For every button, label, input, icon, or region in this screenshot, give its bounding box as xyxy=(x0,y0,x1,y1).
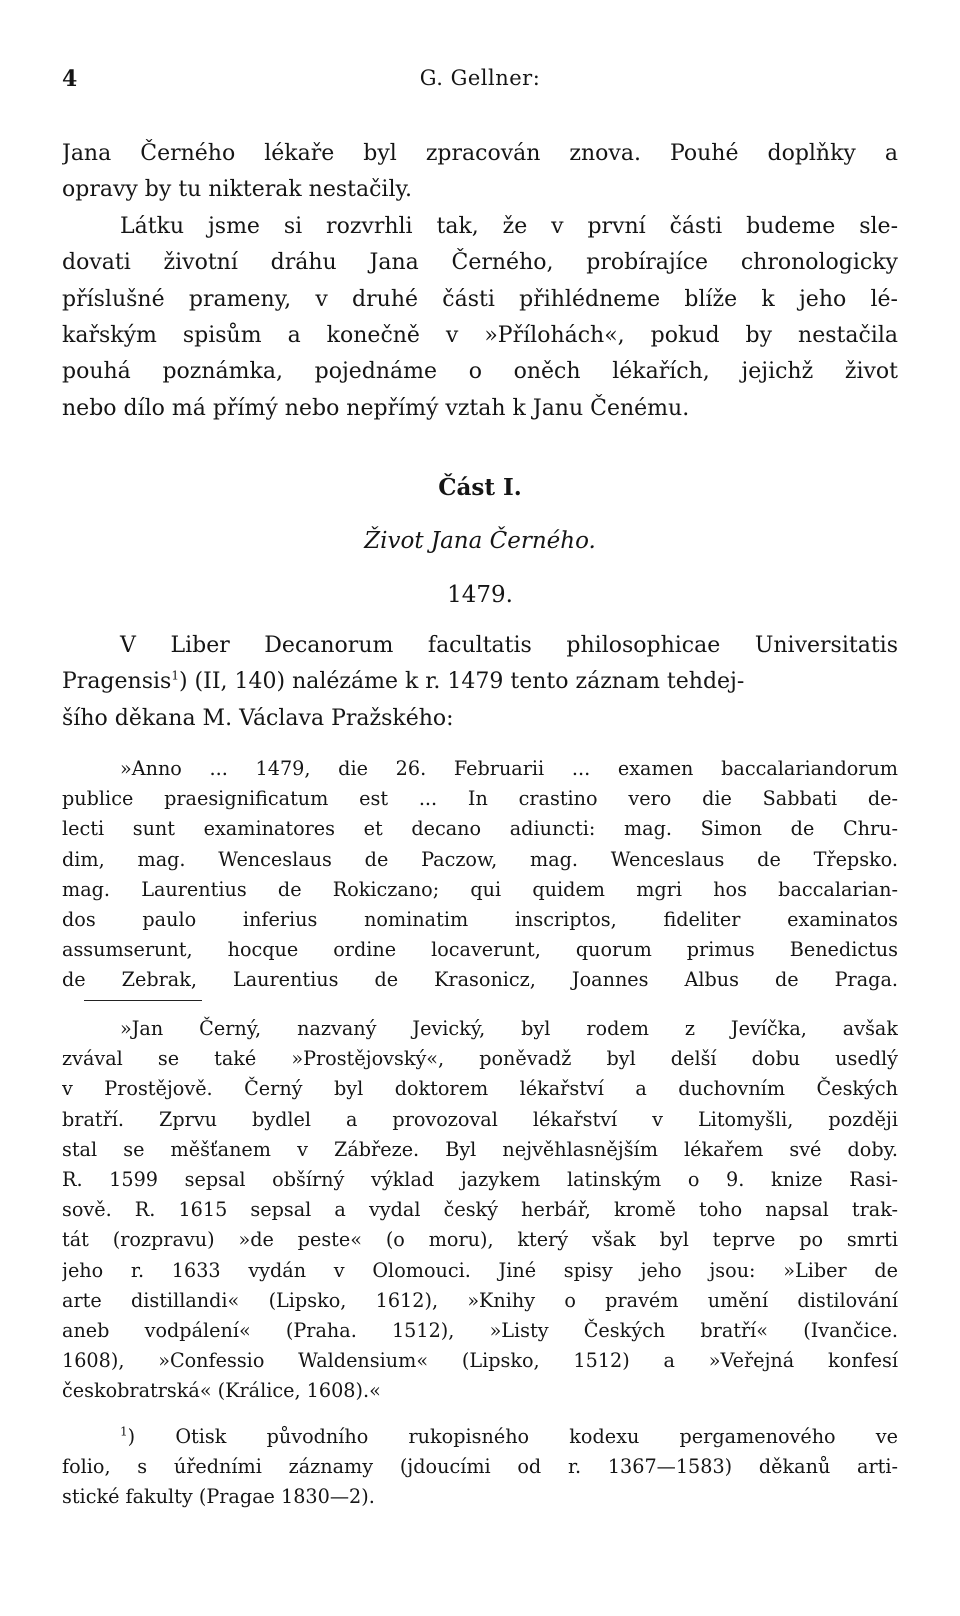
text-line: 1608), »Confessio Waldensium« (Lipsko, 1512) a »Veřejná konfesí xyxy=(62,1349,898,1373)
text-line: zvával se také »Prostějovský«, poněvadž byl delší dobu usedlý xyxy=(62,1047,898,1071)
text-line: R. 1599 sepsal obšírný výklad jazykem latinským o 9. knize Rasi- xyxy=(62,1167,898,1191)
text-line: jeho r. 1633 vydán v Olomouci. Jiné spisy jeho jsou: »Liber de xyxy=(62,1258,898,1282)
year-heading: 1479. xyxy=(447,582,513,608)
section-subtitle: Život Jana Černého. xyxy=(364,528,596,554)
text-fragment: Pragensis xyxy=(62,669,172,695)
text-line: assumserunt, hocque ordine locaverunt, quorum primus Benedictus xyxy=(62,938,898,962)
text-line: šího děkana M. Václava Pražského: xyxy=(62,705,454,731)
text-line: sově. R. 1615 sepsal a vydal český herbář, kromě toho napsal trak- xyxy=(62,1198,898,1222)
text-line: folio, s úředními záznamy (jdoucími od r. 1367—1583) děkanů arti- xyxy=(62,1455,898,1479)
section-title: Část I. xyxy=(438,474,522,501)
text-line: stal se měšťanem v Zábřeze. Byl nejvěhlasnějším lékařem své doby. xyxy=(62,1137,898,1161)
text-line: mag. Laurentius de Rokiczano; qui quidem mgri hos baccalarian- xyxy=(62,877,898,901)
footnote-marker: 1 xyxy=(120,1424,128,1439)
page-number: 4 xyxy=(62,66,78,92)
latin-quote xyxy=(62,754,898,996)
footnote-ref: 1 xyxy=(171,669,179,684)
text-line: českobratrská« (Králice, 1608).« xyxy=(62,1379,381,1403)
text-line: bratří. Zprvu bydlel a provozoval lékařství v Litomyšli, později xyxy=(62,1107,898,1131)
text-line xyxy=(62,1422,898,1452)
text-line: lecti sunt examinatores et decano adiuncti: mag. Simon de Chru- xyxy=(62,817,898,841)
intro-paragraph xyxy=(62,136,898,209)
text-line: dos paulo inferius nominatim inscriptos, fideliter examinatos xyxy=(62,907,898,931)
text-line: Jana Černého lékaře byl zpracován znova. Pouhé doplňky a xyxy=(62,141,898,166)
text-line: v Prostějově. Černý byl doktorem lékařství a duchovním Českých xyxy=(62,1077,898,1101)
page-header xyxy=(62,66,898,106)
text-line: publice praesignificatum est ... In crastino vero die Sabbati de- xyxy=(62,787,898,811)
text-line: kařským spisům a konečně v »Přílohách«, pokud by nestačila xyxy=(62,322,898,348)
text-line: de Zebrak, Laurentius de Krasonicz, Joannes Albus de Praga. xyxy=(62,968,898,992)
paragraph-structure xyxy=(62,209,898,427)
text-fragment: ) (II, 140) nalézáme k r. 1479 tento záznam tehdej- xyxy=(178,669,745,695)
text-line: aneb vodpálení« (Praha. 1512), »Listy Českých bratří« (Ivančice. xyxy=(62,1318,898,1342)
text-line: arte distillandi« (Lipsko, 1612), »Knihy o pravém umění distilování xyxy=(62,1288,898,1312)
text-line xyxy=(62,664,898,700)
text-line: tát (rozpravu) »de peste« (o moru), který však byl teprve po smrti xyxy=(62,1228,898,1252)
text-line: »Jan Černý, nazvaný Jevický, byl rodem z Jevíčka, avšak xyxy=(120,1017,898,1040)
paragraph-liber-decanorum xyxy=(62,628,898,737)
text-line: dim, mag. Wenceslaus de Paczow, mag. Wenceslaus de Třepsko. xyxy=(62,847,898,871)
text-line: pouhá poznámka, pojednáme o oněch lékařích, jejichž život xyxy=(62,359,898,385)
text-fragment: ) Otisk původního rukopisného kodexu pergamenového ve xyxy=(127,1425,898,1448)
text-line: dovati životní dráhu Jana Černého, probírajíce chronologicky xyxy=(62,250,898,276)
footnote xyxy=(62,1422,898,1513)
text-line: příslušné prameny, v druhé části přihlédneme blíže k jeho lé- xyxy=(62,286,898,312)
text-line: stické fakulty (Pragae 1830—2). xyxy=(62,1485,375,1509)
footnote-separator xyxy=(84,1000,202,1001)
running-head: G. Gellner: xyxy=(419,66,541,90)
text-line: Látku jsme si rozvrhli tak, že v první části budeme sle- xyxy=(120,213,898,239)
text-line: opravy by tu nikterak nestačily. xyxy=(62,177,413,203)
biographical-note xyxy=(62,1014,898,1406)
text-line: V Liber Decanorum facultatis philosophicae Universitatis xyxy=(120,633,898,658)
text-line: »Anno ... 1479, die 26. Februarii ... examen baccalariandorum xyxy=(120,757,898,780)
text-line: nebo dílo má přímý nebo nepřímý vztah k Janu Čenému. xyxy=(62,395,690,421)
